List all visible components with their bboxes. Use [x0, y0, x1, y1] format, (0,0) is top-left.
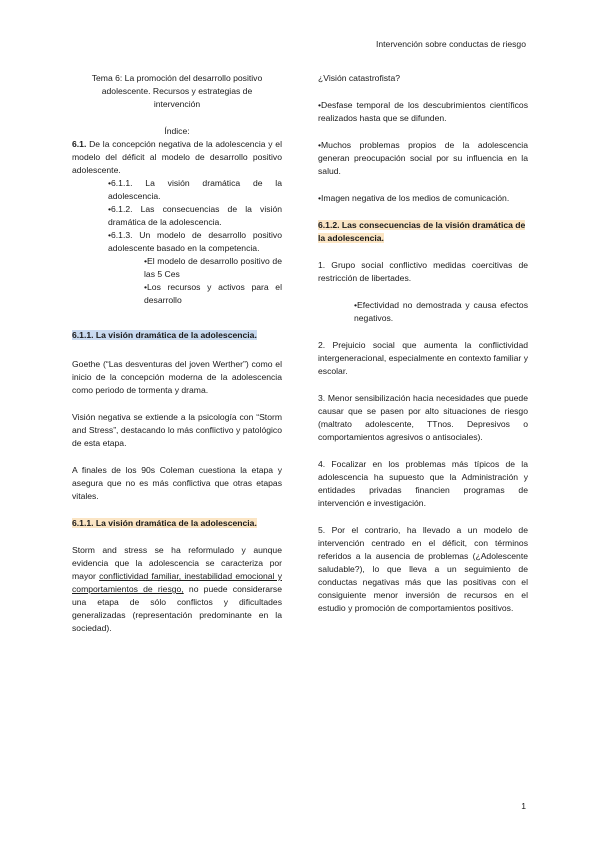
- toc-item: •6.1.3. Un modelo de desarrollo positivo adolescente basado en la competencia.: [108, 230, 282, 253]
- question-heading: ¿Visión catastrofista?: [318, 73, 400, 83]
- left-column: [72, 72, 282, 635]
- paragraph-text: Storm and stress se ha reformulado y aunque evidencia que la adolescencia se caracteriza por mayor: [72, 545, 282, 581]
- numbered-item: 1. Grupo social conflictivo medidas coercitivas de restricción de libertades.: [318, 260, 528, 283]
- topic-title: [72, 72, 282, 111]
- section-heading-text: 6.1.2. Las consecuencias de la visión dramática de la adolescencia.: [318, 220, 526, 243]
- bullet-item: •Desfase temporal de los descubrimientos científicos realizados hasta que se difunden.: [318, 100, 528, 123]
- section-heading-text: 6.1.1. La visión dramática de la adolescencia.: [72, 330, 257, 340]
- bullet-item: •Muchos problemas propios de la adolescencia generan preocupación social por su influencia en la salud.: [318, 140, 528, 176]
- toc-main-text: De la concepción negativa de la adolescencia y el modelo del déficit al modelo de desarrollo positivo adolescente.: [72, 139, 282, 175]
- section-heading-text: 6.1.1. La visión dramática de la adolescencia.: [72, 518, 257, 528]
- paragraph-reformulated: [72, 544, 282, 635]
- paragraph-storm-stress: Visión negativa se extiende a la psicología con “Storm and Stress”, destacando lo más conflictivo y patológico de esta etapa.: [72, 412, 282, 448]
- paragraph-goethe: Goethe (“Las desventuras del joven Werther”) como el inicio de la concepción moderna de la adolescencia como periodo de tormenta y drama.: [72, 359, 282, 395]
- numbered-item: 2. Prejuicio social que aumenta la conflictividad intergeneracional, especialmente en contexto familiar y escolar.: [318, 340, 528, 376]
- toc-item: •6.1.1. La visión dramática de la adolescencia.: [108, 178, 282, 201]
- paragraph-coleman: A finales de los 90s Coleman cuestiona la etapa y asegura que no es más conflictiva que otras etapas vitales.: [72, 465, 282, 501]
- topic-title-line-1: Tema 6: La promoción del desarrollo positivo: [91, 73, 263, 83]
- underlined-text: conflictividad familiar, inestabilidad emocional y comportamientos de riesgo,: [72, 571, 282, 594]
- bullet-item: •Imagen negativa de los medios de comunicación.: [318, 193, 510, 203]
- section-heading-6-1-2: [318, 219, 528, 245]
- toc-sublist: [108, 255, 282, 307]
- toc-list: [72, 177, 282, 307]
- toc-subitem: •El modelo de desarrollo positivo de las 5 Ces: [144, 256, 282, 279]
- running-header: Intervención sobre conductas de riesgo: [375, 39, 526, 49]
- section-heading-6-1-1-repeat: [72, 517, 282, 530]
- numbered-item: 4. Focalizar en los problemas más típicos de la adolescencia ha supuesto que la Administración y entidades privadas financien programas de intervención e investigación.: [318, 459, 528, 508]
- toc-item: •6.1.2. Las consecuencias de la visión dramática de la adolescencia.: [108, 204, 282, 227]
- topic-title-line-3: intervención: [153, 99, 201, 109]
- toc-main-entry: [72, 138, 282, 177]
- numbered-item: 5. Por el contrario, ha llevado a un modelo de intervención centrado en el déficit, con términos referidos a la ausencia de problemas (¿Adolescente saludable?), lo que lleva a un seguimiento de conductas negativas más que las positivas con el consiguiente menor inversión de recursos en el estudio y promoción de comportamientos positivos.: [318, 525, 528, 613]
- page-number: 1: [521, 801, 526, 811]
- index-label: Índice:: [164, 126, 190, 136]
- topic-title-line-2: adolescente. Recursos y estrategias de: [101, 86, 253, 96]
- paragraph-text: no puede considerarse una etapa de sólo conflictos y dificultades generalizadas (representación predominante en la sociedad).: [72, 584, 282, 633]
- right-column: [318, 72, 528, 615]
- numbered-subitem: •Efectividad no demostrada y causa efectos negativos.: [354, 300, 528, 323]
- toc-main-number: 6.1.: [72, 139, 87, 149]
- numbered-item: 3. Menor sensibilización hacia necesidades que puede causar que se pasen por alto situaciones de riesgo (maltrato adolescente, TTnos. Depresivos o comportamientos agresivos o antisociales).: [318, 393, 528, 442]
- toc-subitem: •Los recursos y activos para el desarrollo: [144, 282, 282, 305]
- section-heading-6-1-1: [72, 329, 282, 342]
